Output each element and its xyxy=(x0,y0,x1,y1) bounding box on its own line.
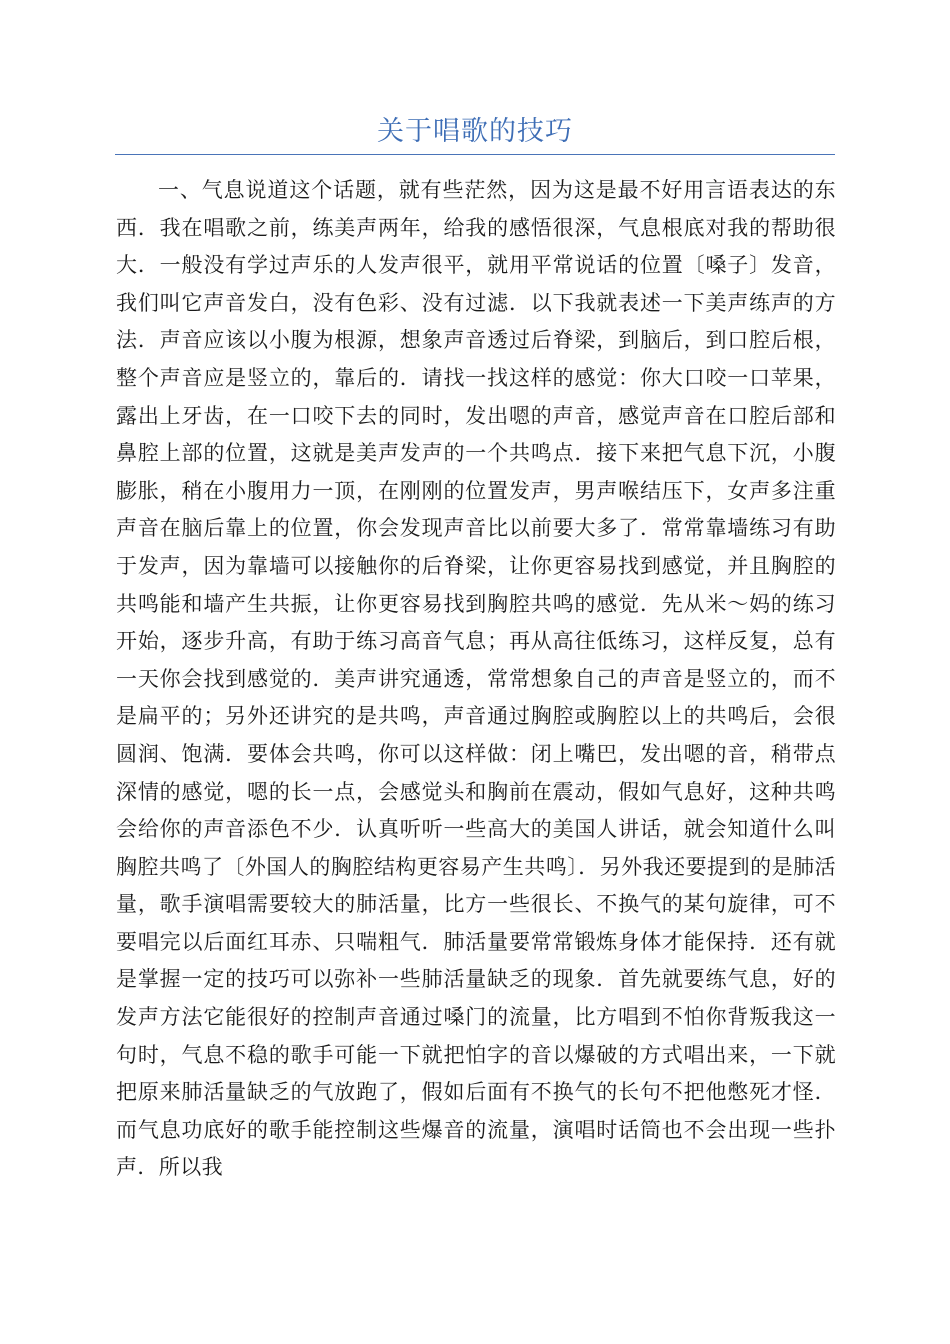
document-title: 关于唱歌的技巧 xyxy=(377,116,573,147)
title-underline xyxy=(115,154,835,155)
body-paragraph: 一、气息说道这个话题，就有些茫然，因为这是最不好用言语表达的东西．我在唱歌之前，练美声两年，给我的感悟很深，气息根底对我的帮助很大．一般没有学过声乐的人发声很平，就用平常说话的位置〔嗓子〕发音，我们叫它声音发白，没有色彩、没有过滤．以下我就表述一下美声练声的方法．声音应该以小腹为根源，想象声音透过后脊梁，到脑后，到口腔后根，整个声音应是竖立的，靠后的．请找一找这样的感觉：你大口咬一口苹果，露出上牙齿，在一口咬下去的同时，发出嗯的声音，感觉声音在口腔后部和鼻腔上部的位置，这就是美声发声的一个共鸣点．接下来把气息下沉，小腹膨胀，稍在小腹用力一顶，在刚刚的位置发声，男声喉结压下，女声多注重声音在脑后靠上的位置，你会发现声音比以前要大多了．常常靠墙练习有助于发声，因为靠墙可以接触你的后脊梁，让你更容易找到感觉，并且胸腔的共鸣能和墙产生共振，让你更容易找到胸腔共鸣的感觉．先从米～妈的练习开始，逐步升高，有助于练习高音气息；再从高往低练习，这样反复，总有一天你会找到感觉的．美声讲究通透，常常想象自己的声音是竖立的，而不是扁平的；另外还讲究的是共鸣，声音通过胸腔或胸腔以上的共鸣后，会很圆润、饱满．要体会共鸣，你可以这样做：闭上嘴巴，发出嗯的音，稍带点深情的感觉，嗯的长一点，会感觉头和胸前在震动，假如气息好，这种共鸣会给你的声音添色不少．认真听听一些高大的美国人讲话，就会知道什么叫胸腔共鸣了〔外国人的胸腔结构更容易产生共鸣〕．另外我还要提到的是肺活量，歌手演唱需要较大的肺活量，比方一些很长、不换气的某句旋律，可不要唱完以后面红耳赤、只喘粗气．肺活量要常常锻炼身体才能保持．还有就是掌握一定的技巧可以弥补一些肺活量缺乏的现象．首先就要练气息，好的发声方法它能很好的控制声音通过嗓门的流量，比方唱到不怕你背叛我这一句时，气息不稳的歌手可能一下就把怕字的音以爆破的方式唱出来，一下就把原来肺活量缺乏的气放跑了，假如后面有不换气的长句不把他憋死才怪．而气息功底好的歌手能控制这些爆音的流量，演唱时话筒也不会出现一些扑声．所以我 xyxy=(116,178,836,1180)
